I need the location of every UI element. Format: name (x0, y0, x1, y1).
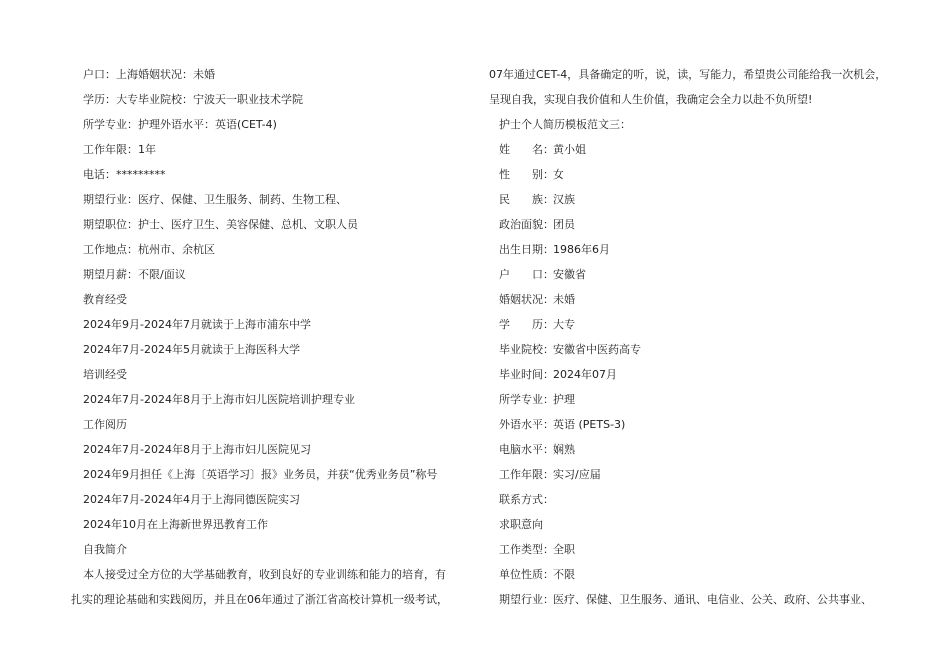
field-value: 安徽省中医药高专 (553, 343, 641, 356)
field-label: 所学专业： (499, 393, 554, 406)
text-line: 期望职位：护士、医疗卫生、美容保健、总机、文职人员 (83, 218, 358, 231)
field-major (489, 387, 889, 412)
field-school (489, 337, 889, 362)
section-heading: 工作阅历 (83, 418, 127, 431)
field-label: 单位性质： (499, 568, 554, 581)
field-graduation-date (489, 362, 889, 387)
text-line: 期望行业：医疗、保健、卫生服务、制药、生物工程、 (83, 193, 347, 206)
field-label: 毕业时间： (499, 368, 554, 381)
text-line: 2024年7月-2024年5月就读于上海医科大学 (83, 343, 300, 356)
left-column (71, 62, 455, 612)
field-ethnicity (489, 187, 889, 212)
field-label: 学 历： (499, 318, 554, 331)
text-line: 所学专业：护理外语水平：英语(CET-4) (83, 118, 277, 131)
field-value: 全职 (553, 543, 575, 556)
field-value: 1986年6月 (553, 243, 610, 256)
field-label: 外语水平： (499, 418, 554, 431)
paragraph-line: 扎实的理论基础和实践阅历，并且在06年通过了浙江省高校计算机一级考试， (71, 593, 448, 606)
field-company-type (489, 562, 889, 587)
field-value: 娴熟 (553, 443, 575, 456)
section-title: 护士个人简历模板范文三： (499, 118, 631, 131)
field-value: 大专 (553, 318, 575, 331)
field-value: 不限 (553, 568, 575, 581)
field-label: 期望行业： (499, 593, 554, 606)
section-heading: 培训经受 (83, 368, 127, 381)
field-value: 未婚 (553, 293, 575, 306)
field-value: 2024年07月 (553, 368, 617, 381)
field-value: 黄小姐 (553, 143, 586, 156)
text-line: 工作年限：1年 (83, 143, 156, 156)
field-label: 出生日期： (499, 243, 554, 256)
field-computer-skill (489, 437, 889, 462)
paragraph-line: 07年通过CET-4，具备确定的听，说，读，写能力，希望贵公司能给我一次机会， (489, 68, 887, 81)
field-job-type (489, 537, 889, 562)
text-line: 2024年7月-2024年4月于上海同德医院实习 (83, 493, 300, 506)
field-gender (489, 162, 889, 187)
text-line: 工作地点：杭州市、余杭区 (83, 243, 215, 256)
field-label: 姓 名： (499, 143, 554, 156)
section-heading: 教育经受 (83, 293, 127, 306)
field-label: 毕业院校： (499, 343, 554, 356)
field-value: 汉族 (553, 193, 575, 206)
field-label: 政治面貌： (499, 218, 554, 231)
field-label: 民 族： (499, 193, 554, 206)
field-value: 英语 (PETS-3) (553, 418, 626, 431)
field-political-status (489, 212, 889, 237)
field-label: 性 别： (499, 168, 554, 181)
text-line: 2024年7月-2024年8月于上海市妇儿医院培训护理专业 (83, 393, 355, 406)
field-label: 工作年限： (499, 468, 554, 481)
text-line: 学历：大专毕业院校：宁波天一职业技术学院 (83, 93, 303, 106)
text-line: 期望月薪：不限/面议 (83, 268, 186, 281)
field-value: 医疗、保健、卫生服务、通讯、电信业、公关、政府、公共事业、 (553, 593, 872, 606)
section-title: 求职意向 (499, 518, 543, 531)
field-value: 安徽省 (553, 268, 586, 281)
field-marital-status (489, 287, 889, 312)
section-heading: 自我简介 (83, 543, 127, 556)
field-value: 女 (553, 168, 564, 181)
paragraph-line: 本人接受过全方位的大学基础教育，收到良好的专业训练和能力的培育，有 (83, 568, 446, 581)
text-line: 2024年10月在上海新世界迅教育工作 (83, 518, 268, 531)
field-birth-date (489, 237, 889, 262)
field-value: 实习/应届 (553, 468, 601, 481)
text-line: 户口：上海婚姻状况：未婚 (83, 68, 215, 81)
right-column (489, 62, 889, 612)
field-value: 护理 (553, 393, 575, 406)
field-label: 工作类型： (499, 543, 554, 556)
field-value: 团员 (553, 218, 575, 231)
field-education (489, 312, 889, 337)
contact-label: 联系方式： (499, 493, 554, 506)
paragraph-line: 呈现自我，实现自我价值和人生价值，我确定会全力以赴不负所望! (489, 93, 813, 106)
field-desired-industry (489, 587, 889, 612)
text-line: 2024年9月担任《上海〔英语学习〕报》业务员，并获“优秀业务员”称号 (83, 468, 438, 481)
field-label: 婚姻状况： (499, 293, 554, 306)
field-label: 电脑水平： (499, 443, 554, 456)
field-label: 户 口： (499, 268, 554, 281)
field-name (489, 137, 889, 162)
field-hukou (489, 262, 889, 287)
field-work-years (489, 462, 889, 487)
field-foreign-language (489, 412, 889, 437)
text-line: 电话：********* (83, 168, 166, 181)
text-line: 2024年9月-2024年7月就读于上海市浦东中学 (83, 318, 311, 331)
text-line: 2024年7月-2024年8月于上海市妇儿医院见习 (83, 443, 311, 456)
